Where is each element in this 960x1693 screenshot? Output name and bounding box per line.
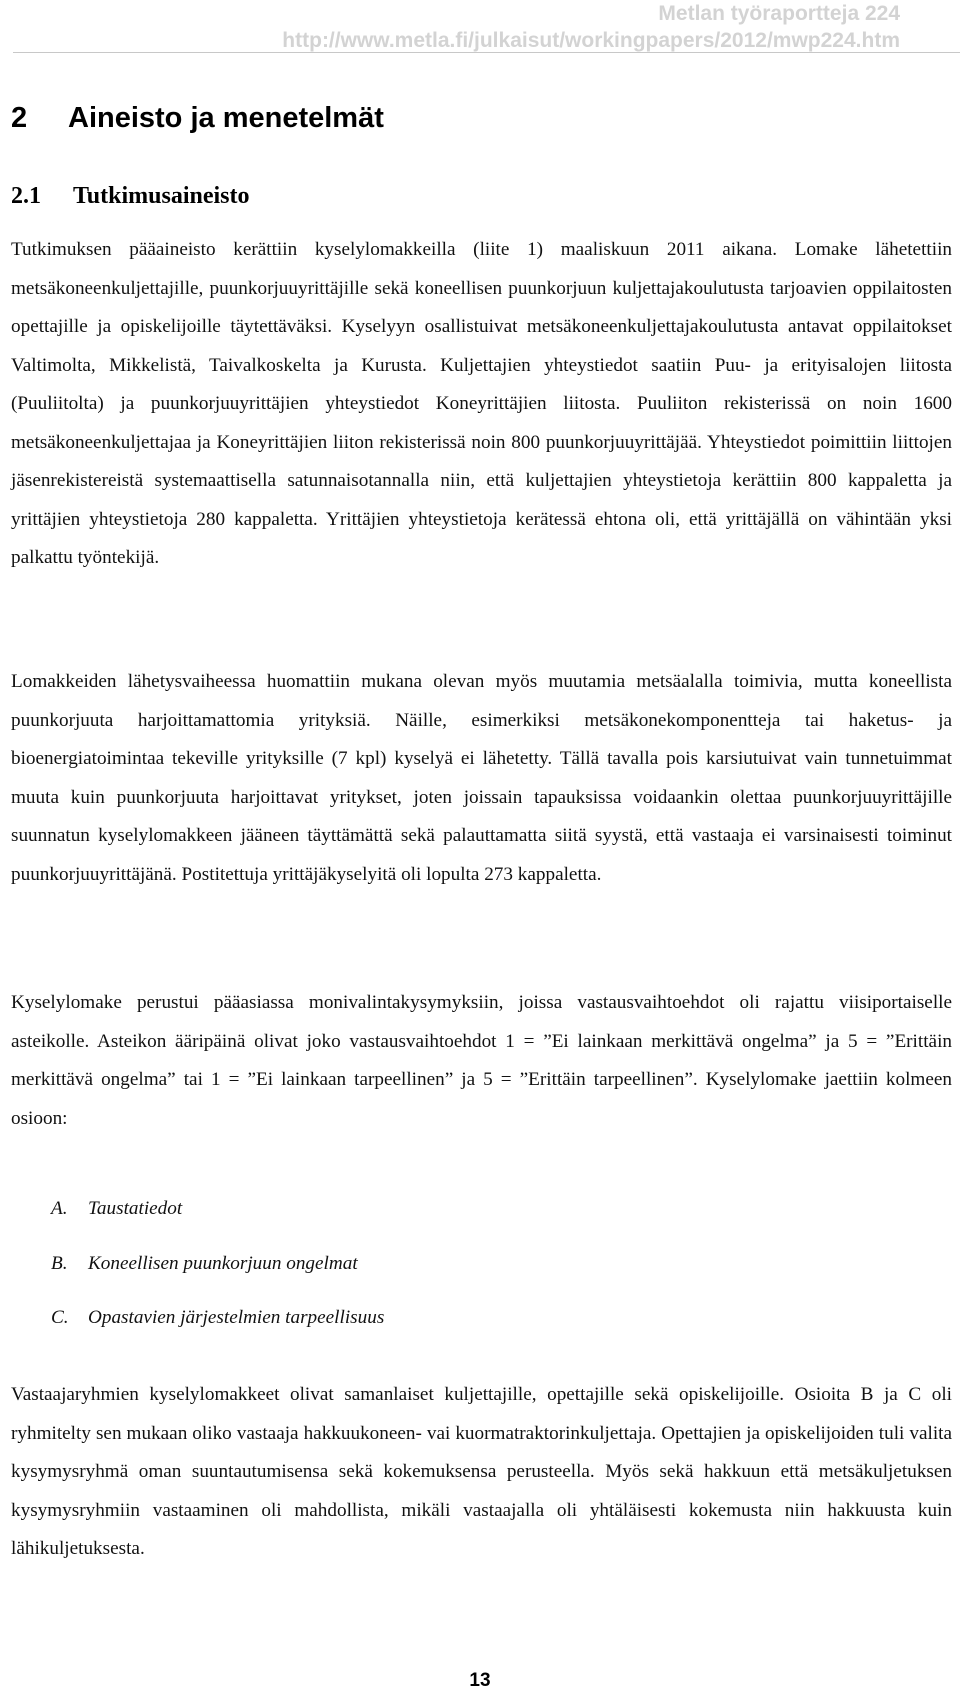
- page-number: 13: [469, 1670, 491, 1691]
- list-item: [51, 1196, 182, 1222]
- paragraph-questionnaire: Kyselylomake perustui pääasiassa monivalintakysymyksiin, joissa vastausvaihtoehdot oli rajattu viisiportaiselle asteikolle. Asteikon ääripäinä olivat joko vastausvaihtoehdot 1 = ”Ei lainkaan merkittävä ongelma” ja 5 = ”Erittäin merkittävä ongelma” tai 1 = ”Ei lainkaan tarpeellinen” ja 5 = ”Erittäin tarpeellinen”. Kyselylomake jaettiin kolmeen osioon:: [11, 992, 952, 1129]
- section-title: Aineisto ja menetelmät: [68, 102, 384, 134]
- list-item-letter: A.: [51, 1198, 68, 1219]
- list-item: [51, 1251, 358, 1277]
- subsection-title: Tutkimusaineisto: [73, 183, 250, 209]
- paragraph-data-collection: Tutkimuksen pääaineisto kerättiin kyselylomakkeilla (liite 1) maaliskuun 2011 aikana. Lomake lähetettiin metsäkoneenkuljettajille, puunkorjuuyrittäjille sekä koneellisen puunkorjuun kuljettajakoulutusta tarjoavien oppilaitosten opettajille ja opiskelijoille täytettäväksi. Kyselyyn osallistuivat metsäkoneenkuljettajakoulutusta antavat oppilaitokset Valtimolta, Mikkelistä, Taivalkoskelta ja Kurusta. Kuljettajien yhteystiedot saatiin Puu- ja erityisalojen liitosta (Puuliitolta) ja puunkorjuuyrittäjien yhteystiedot Koneyrittäjien liitosta. Puuliiton rekisterissä on noin 1600 metsäkoneenkuljettajaa ja Koneyrittäjien liiton rekisterissä noin 800 puunkorjuuyrittäjää. Yhteystiedot poimittiin liittojen jäsenrekistereistä systemaattisella satunnaisotannalla niin, että kuljettajien yhteystietoja kerättiin 800 kappaletta ja yrittäjien yhteystietoja 280 kappaletta. Yrittäjien yhteystietoja kerätessä ehtona oli, että yrittäjällä on vähintään yksi palkattu työntekijä.: [11, 239, 952, 568]
- section-number: 2: [11, 102, 28, 134]
- publication-url[interactable]: http://www.metla.fi/julkaisut/workingpapers/2012/mwp224.htm: [282, 29, 900, 52]
- section-heading: [11, 100, 384, 136]
- list-item-text: Taustatiedot: [88, 1198, 183, 1219]
- header-divider: [13, 52, 960, 53]
- paragraph-mailing: Lomakkeiden lähetysvaiheessa huomattiin mukana olevan myös muutamia metsäalalla toimivia, mutta koneellista puunkorjuuta harjoittamattomia yrityksiä. Näille, esimerkiksi metsäkonekomponentteja tai haketus- ja bioenergiatoimintaa tekeville yrityksille (7 kpl) kyselyä ei lähetetty. Tällä tavalla pois karsiutuivat vain tunnetuimmat muuta kuin puunkorjuuta harjoittavat yritykset, joten joissain tapauksissa voidaankin olettaa puunkorjuuyrittäjille suunnatun kyselylomakkeen jääneen täyttämättä sekä palauttamatta siitä syystä, että vastaaja ei varsinaisesti toiminut puunkorjuuyrittäjänä. Postitettuja yrittäjäkyselyitä oli lopulta 273 kappaletta.: [11, 671, 952, 885]
- subsection-number: 2.1: [11, 183, 41, 209]
- subsection-heading: [11, 180, 250, 212]
- list-item: [51, 1305, 384, 1331]
- paragraph-respondent-groups: Vastaajaryhmien kyselylomakkeet olivat samanlaiset kuljettajille, opettajille sekä opiskelijoille. Osioita B ja C oli ryhmitelty sen mukaan oliko vastaaja hakkuukoneen- vai kuormatraktorinkuljettaja. Opettajien ja opiskelijoiden tuli valita kysymysryhmä oman suuntautumisensa sekä kokemuksensa perusteella. Myös sekä hakkuun että metsäkuljetuksen kysymysryhmiin vastaaminen oli mahdollista, mikäli vastaajalla oli yhtäläisesti kokemusta niin hakkuusta kuin lähikuljetuksesta.: [11, 1384, 952, 1559]
- list-item-text: Koneellisen puunkorjuun ongelmat: [88, 1253, 358, 1274]
- list-item-letter: C.: [51, 1307, 69, 1328]
- page-header: [282, 0, 900, 54]
- list-item-letter: B.: [51, 1253, 68, 1274]
- series-title: Metlan työraportteja 224: [658, 2, 900, 25]
- list-item-text: Opastavien järjestelmien tarpeellisuus: [88, 1307, 385, 1328]
